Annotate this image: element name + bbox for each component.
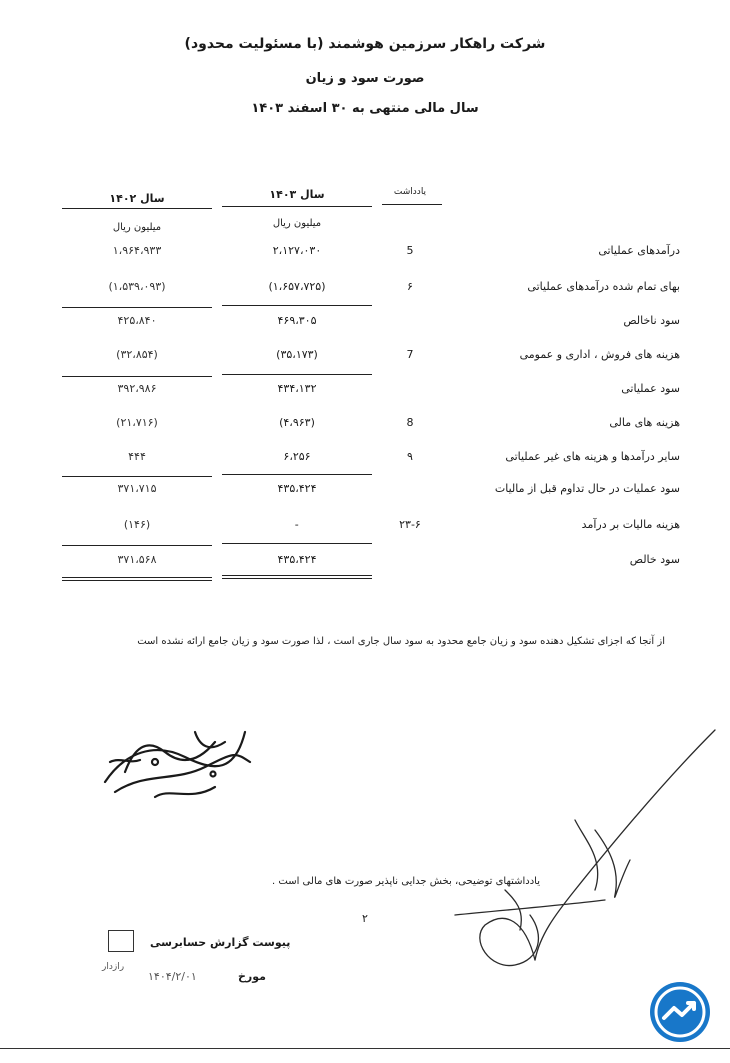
row-value-1402: (۳۲،۸۵۴): [116, 348, 158, 361]
table-row: [0, 382, 730, 402]
row-value-1403: ۴۶۹،۳۰۵: [277, 314, 317, 327]
unit-1402: میلیون ریال: [112, 222, 162, 233]
row-value-1403: (۳۵،۱۷۳): [276, 348, 318, 361]
row-value-1403: ۴۳۵،۴۲۴: [277, 553, 317, 566]
row-note: ۶: [407, 280, 413, 293]
row-note: 5: [406, 244, 414, 257]
row-note: 7: [406, 348, 414, 361]
signature: [445, 720, 725, 990]
row-label: هزینه های فروش ، اداری و عمومی: [519, 348, 680, 361]
row-value-1402: ۳۹۲،۹۸۶: [117, 382, 157, 395]
subtotal-rule-1403: [222, 543, 372, 544]
row-value-1403: ۲،۱۲۷،۰۳۰: [272, 244, 322, 257]
row-value-1402: (۱۴۶): [123, 518, 151, 531]
year-1402-header-rule: [62, 208, 212, 209]
total-double-rule-1402: [62, 577, 212, 581]
page-number: ۲: [362, 912, 368, 925]
row-value-1403: ۶،۲۵۶: [283, 450, 311, 463]
row-value-1402: ۱،۹۶۴،۹۳۳: [112, 244, 162, 257]
period-title: سال مالی منتهی به ۳۰ اسفند ۱۴۰۳: [251, 101, 479, 116]
subtotal-rule-1403: [222, 474, 372, 475]
table-row: [0, 314, 730, 334]
auditor-stamp-subtext: رازدار: [102, 962, 125, 972]
unit-1403: میلیون ریال: [272, 218, 322, 229]
auditor-stamp-date-label: مورخ: [238, 970, 266, 983]
table-row: [0, 553, 730, 573]
comprehensive-income-footnote: از آنجا که اجزای تشکیل دهنده سود و زیان جامع محدود به سود سال جاری است ، لذا صورت سود و زیان جامع ارائه نشده است: [137, 636, 665, 647]
note-header-rule: [382, 204, 442, 205]
row-value-1403: ۴۳۴،۱۳۲: [277, 382, 317, 395]
row-value-1402: (۱،۵۳۹،۰۹۳): [108, 280, 166, 293]
row-value-1402: (۲۱،۷۱۶): [116, 416, 158, 429]
row-label: بهای تمام شده درآمدهای عملیاتی: [527, 280, 680, 293]
table-row: [0, 348, 730, 368]
row-label: سود خالص: [629, 553, 680, 566]
row-value-1403: ۴۳۵،۴۲۴: [277, 482, 317, 495]
auditor-stamp-date: ۱۴۰۴/۲/۰۱: [148, 970, 197, 983]
year-1403-header-rule: [222, 206, 372, 207]
subtotal-rule-1402: [62, 545, 212, 546]
row-value-1402: ۳۷۱،۵۶۸: [117, 553, 157, 566]
table-row: [0, 280, 730, 300]
row-value-1402: ۴۴۴: [128, 450, 146, 463]
row-label: درآمدهای عملیاتی: [598, 244, 680, 257]
row-label: سود عملیاتی: [621, 382, 680, 395]
row-value-1402: ۴۲۵،۸۴۰: [117, 314, 157, 327]
table-row: [0, 450, 730, 470]
row-note: 8: [406, 416, 414, 429]
statement-title: صورت سود و زیان: [305, 71, 425, 86]
company-name: شرکت راهکار سرزمین هوشمند (با مسئولیت محدود): [184, 36, 546, 52]
row-value-1403: (۱،۶۵۷،۷۲۵): [268, 280, 326, 293]
auditor-stamp-logo: [108, 930, 134, 952]
table-row: [0, 416, 730, 436]
row-label: سود ناخالص: [623, 314, 680, 327]
company-seal: [95, 712, 255, 812]
table-row: [0, 482, 730, 502]
subtotal-rule-1403: [222, 374, 372, 375]
chart-trend-icon: [650, 982, 710, 1042]
row-label: سود عملیات در حال تداوم قبل از مالیات: [494, 482, 680, 495]
subtotal-rule-1402: [62, 376, 212, 377]
row-label: هزینه های مالی: [609, 416, 680, 429]
auditor-stamp-title: پیوست گزارش حسابرسی: [150, 936, 291, 949]
year-1402-header: سال ۱۴۰۲: [109, 192, 165, 205]
row-note: ۹: [407, 450, 413, 463]
notes-statement: یادداشتهای توضیحی، بخش جدایی ناپذیر صورت های مالی است .: [272, 876, 540, 887]
table-row: [0, 244, 730, 264]
row-value-1403: -: [294, 518, 300, 531]
subtotal-rule-1402: [62, 307, 212, 308]
note-column-header: یادداشت: [393, 187, 427, 197]
row-label: هزینه مالیات بر درآمد: [581, 518, 680, 531]
subtotal-rule-1403: [222, 305, 372, 306]
year-1403-header: سال ۱۴۰۳: [269, 188, 325, 201]
row-note: ۲۳-۶: [399, 518, 421, 531]
brand-logo-icon: [650, 982, 710, 1042]
row-value-1403: (۴،۹۶۳): [279, 416, 315, 429]
page-bottom-border: [0, 1048, 730, 1049]
table-row: [0, 518, 730, 538]
total-double-rule-1403: [222, 575, 372, 579]
seal-text: راه کار سرزمین هوشمند: [95, 712, 106, 713]
subtotal-rule-1402: [62, 476, 212, 477]
row-value-1402: ۳۷۱،۷۱۵: [117, 482, 157, 495]
row-label: سایر درآمدها و هزینه های غیر عملیاتی: [505, 450, 680, 463]
